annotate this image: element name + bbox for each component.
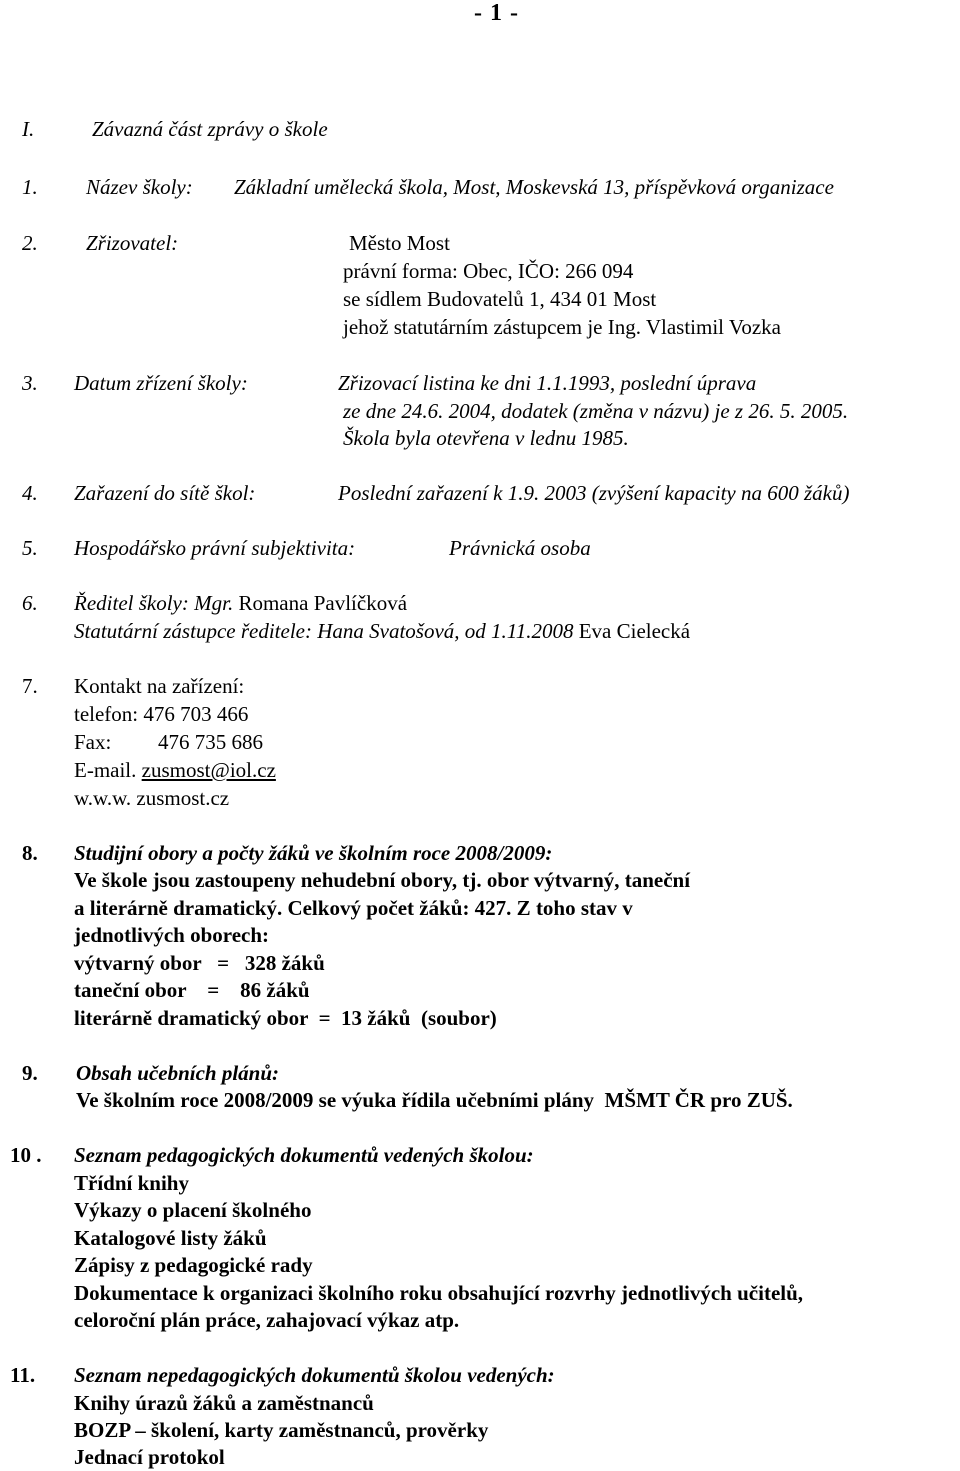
director-prefix: Mgr.: [194, 591, 234, 615]
item-number: 4.: [22, 481, 38, 505]
ped-docs-item: Třídní knihy: [74, 1171, 189, 1195]
founder-label: Zřizovatel:: [86, 231, 179, 255]
contact-email-link[interactable]: zusmost@iol.cz: [141, 758, 276, 782]
study-line: jednotlivých oborech:: [74, 923, 270, 947]
contact-phone: telefon: 476 703 466: [74, 702, 249, 726]
ped-docs-item: Katalogové listy žáků: [74, 1226, 267, 1250]
network-label: Zařazení do sítě škol:: [74, 481, 256, 505]
founder-line: jehož statutárním zástupcem je Ing. Vlastimil Vozka: [343, 315, 781, 339]
ped-docs-item: Zápisy z pedagogické rady: [74, 1253, 313, 1277]
school-name-value: Základní umělecká škola, Most, Moskevská 13, příspěvková organizace: [234, 175, 834, 199]
nonped-docs-item: Jednací protokol: [74, 1445, 225, 1469]
item-number: 5.: [22, 536, 38, 560]
item-number: 3.: [22, 371, 38, 395]
director-line: [74, 590, 407, 616]
item-number: 10 .: [10, 1143, 42, 1167]
item-number: 1.: [22, 175, 38, 199]
director-name: Romana Pavlíčková: [238, 591, 408, 615]
section-title: Závazná část zprávy o škole: [92, 117, 328, 141]
section-number: I.: [22, 117, 35, 141]
item-number: 2.: [22, 231, 38, 255]
item-number: 8.: [22, 841, 38, 865]
plans-label: Obsah učebních plánů:: [76, 1061, 280, 1085]
study-label: Studijní obory a počty žáků ve školním roce 2008/2009:: [74, 841, 553, 865]
contact-email-row: [74, 757, 276, 783]
founding-date-label: Datum zřízení školy:: [74, 371, 248, 395]
study-line: Ve škole jsou zastoupeny nehudební obory, tj. obor výtvarný, taneční: [74, 868, 691, 892]
founder-line: Město Most: [349, 231, 450, 255]
network-value: Poslední zařazení k 1.9. 2003 (zvýšení kapacity na 600 žáků): [338, 481, 850, 505]
item-number: 11.: [10, 1363, 36, 1387]
founder-line: právní forma: Obec, IČO: 266 094: [343, 259, 634, 283]
founding-date-line: Škola byla otevřena v lednu 1985.: [343, 426, 629, 450]
contact-fax-label: Fax:: [74, 730, 112, 754]
deputy-line: [74, 618, 690, 644]
item-number: 7.: [22, 674, 38, 698]
study-line: literárně dramatický obor = 13 žáků (soubor): [74, 1006, 497, 1030]
school-name-label: Název školy:: [86, 175, 193, 199]
ped-docs-item: celoroční plán práce, zahajovací výkaz atp.: [74, 1308, 460, 1332]
founding-date-line: Zřizovací listina ke dni 1.1.1993, poslední úprava: [338, 371, 757, 395]
nonped-docs-item: BOZP – školení, karty zaměstnanců, prověrky: [74, 1418, 489, 1442]
study-line: a literárně dramatický. Celkový počet žáků: 427. Z toho stav v: [74, 896, 633, 920]
founder-line: se sídlem Budovatelů 1, 434 01 Most: [343, 287, 657, 311]
legal-value: Právnická osoba: [449, 536, 591, 560]
contact-fax: 476 735 686: [158, 730, 263, 754]
item-number: 6.: [22, 591, 38, 615]
study-line: taneční obor = 86 žáků: [74, 978, 310, 1002]
ped-docs-label: Seznam pedagogických dokumentů vedených školou:: [74, 1143, 534, 1167]
page-number: - 1 -: [474, 0, 519, 26]
nonped-docs-item: Knihy úrazů žáků a zaměstnanců: [74, 1391, 374, 1415]
director-label: Ředitel školy:: [74, 591, 189, 615]
contact-web: w.w.w. zusmost.cz: [74, 786, 230, 810]
nonped-docs-label: Seznam nepedagogických dokumentů školou vedených:: [74, 1363, 555, 1387]
deputy-label: Statutární zástupce ředitele: Hana Svatošová, od 1.11.2008: [74, 619, 574, 643]
ped-docs-item: Výkazy o placení školného: [74, 1198, 312, 1222]
item-number: 9.: [22, 1061, 38, 1085]
legal-label: Hospodářsko právní subjektivita:: [74, 536, 356, 560]
deputy-name: Eva Cielecká: [578, 619, 691, 643]
contact-email-label: E-mail.: [74, 758, 137, 782]
contact-label: Kontakt na zařízení:: [74, 674, 245, 698]
ped-docs-item: Dokumentace k organizaci školního roku obsahující rozvrhy jednotlivých učitelů,: [74, 1281, 804, 1305]
founding-date-line: ze dne 24.6. 2004, dodatek (změna v názvu) je z 26. 5. 2005.: [343, 399, 849, 423]
plans-text: Ve školním roce 2008/2009 se výuka řídila učebními plány MŠMT ČR pro ZUŠ.: [76, 1088, 793, 1112]
study-line: výtvarný obor = 328 žáků: [74, 951, 325, 975]
